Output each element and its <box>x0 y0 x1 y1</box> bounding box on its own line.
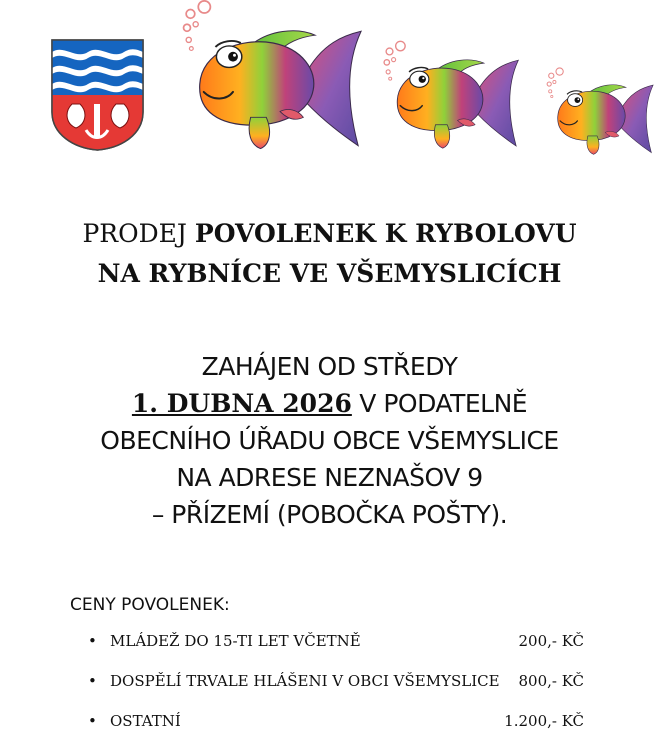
info-line-4: NA ADRESE NEZNAŠOV 9 <box>176 463 483 492</box>
price-label: MLÁDEŽ DO 15-TI LET VČETNĚ <box>110 632 361 650</box>
info-line-3: OBECNÍHO ÚŘADU OBCE VŠEMYSLICE <box>100 426 559 455</box>
info-line-1: ZAHÁJEN OD STŘEDY <box>201 352 458 381</box>
price-list <box>88 630 584 750</box>
title-line-1: PRODEJ POVOLENEK K RYBOLOVU <box>82 219 577 248</box>
price-label: DOSPĚLÍ TRVALE HLÁŠENI V OBCI VŠEMYSLICE <box>110 672 500 690</box>
fish-icon <box>397 60 518 148</box>
header-illustrations <box>0 0 659 175</box>
info-line-2: 1. DUBNA 2026 V PODATELNĚ <box>131 389 528 418</box>
page-title <box>0 214 659 294</box>
price-value: 800,- KČ <box>518 672 584 690</box>
sale-info <box>0 348 659 533</box>
bubbles-icon <box>547 68 563 98</box>
prices-heading: CENY POVOLENEK: <box>70 595 230 615</box>
price-label: OSTATNÍ <box>110 712 181 730</box>
fish-icon <box>558 85 653 155</box>
fish-icon <box>200 31 361 149</box>
bubbles-icon <box>184 1 211 51</box>
list-item <box>88 670 584 710</box>
bullet-icon: • <box>88 632 97 650</box>
bubbles-icon <box>384 41 405 80</box>
list-item <box>88 630 584 670</box>
coat-of-arms-icon <box>52 40 143 150</box>
bullet-icon: • <box>88 672 97 690</box>
price-value: 1.200,- KČ <box>504 712 584 730</box>
price-value: 200,- KČ <box>518 632 584 650</box>
list-item <box>88 710 584 750</box>
bullet-icon: • <box>88 712 97 730</box>
title-line-2: NA RYBNÍCE VE VŠEMYSLICÍCH <box>97 259 562 288</box>
start-date: 1. DUBNA 2026 <box>131 389 352 418</box>
info-line-5: – PŘÍZEMÍ (POBOČKA POŠTY). <box>151 500 508 529</box>
